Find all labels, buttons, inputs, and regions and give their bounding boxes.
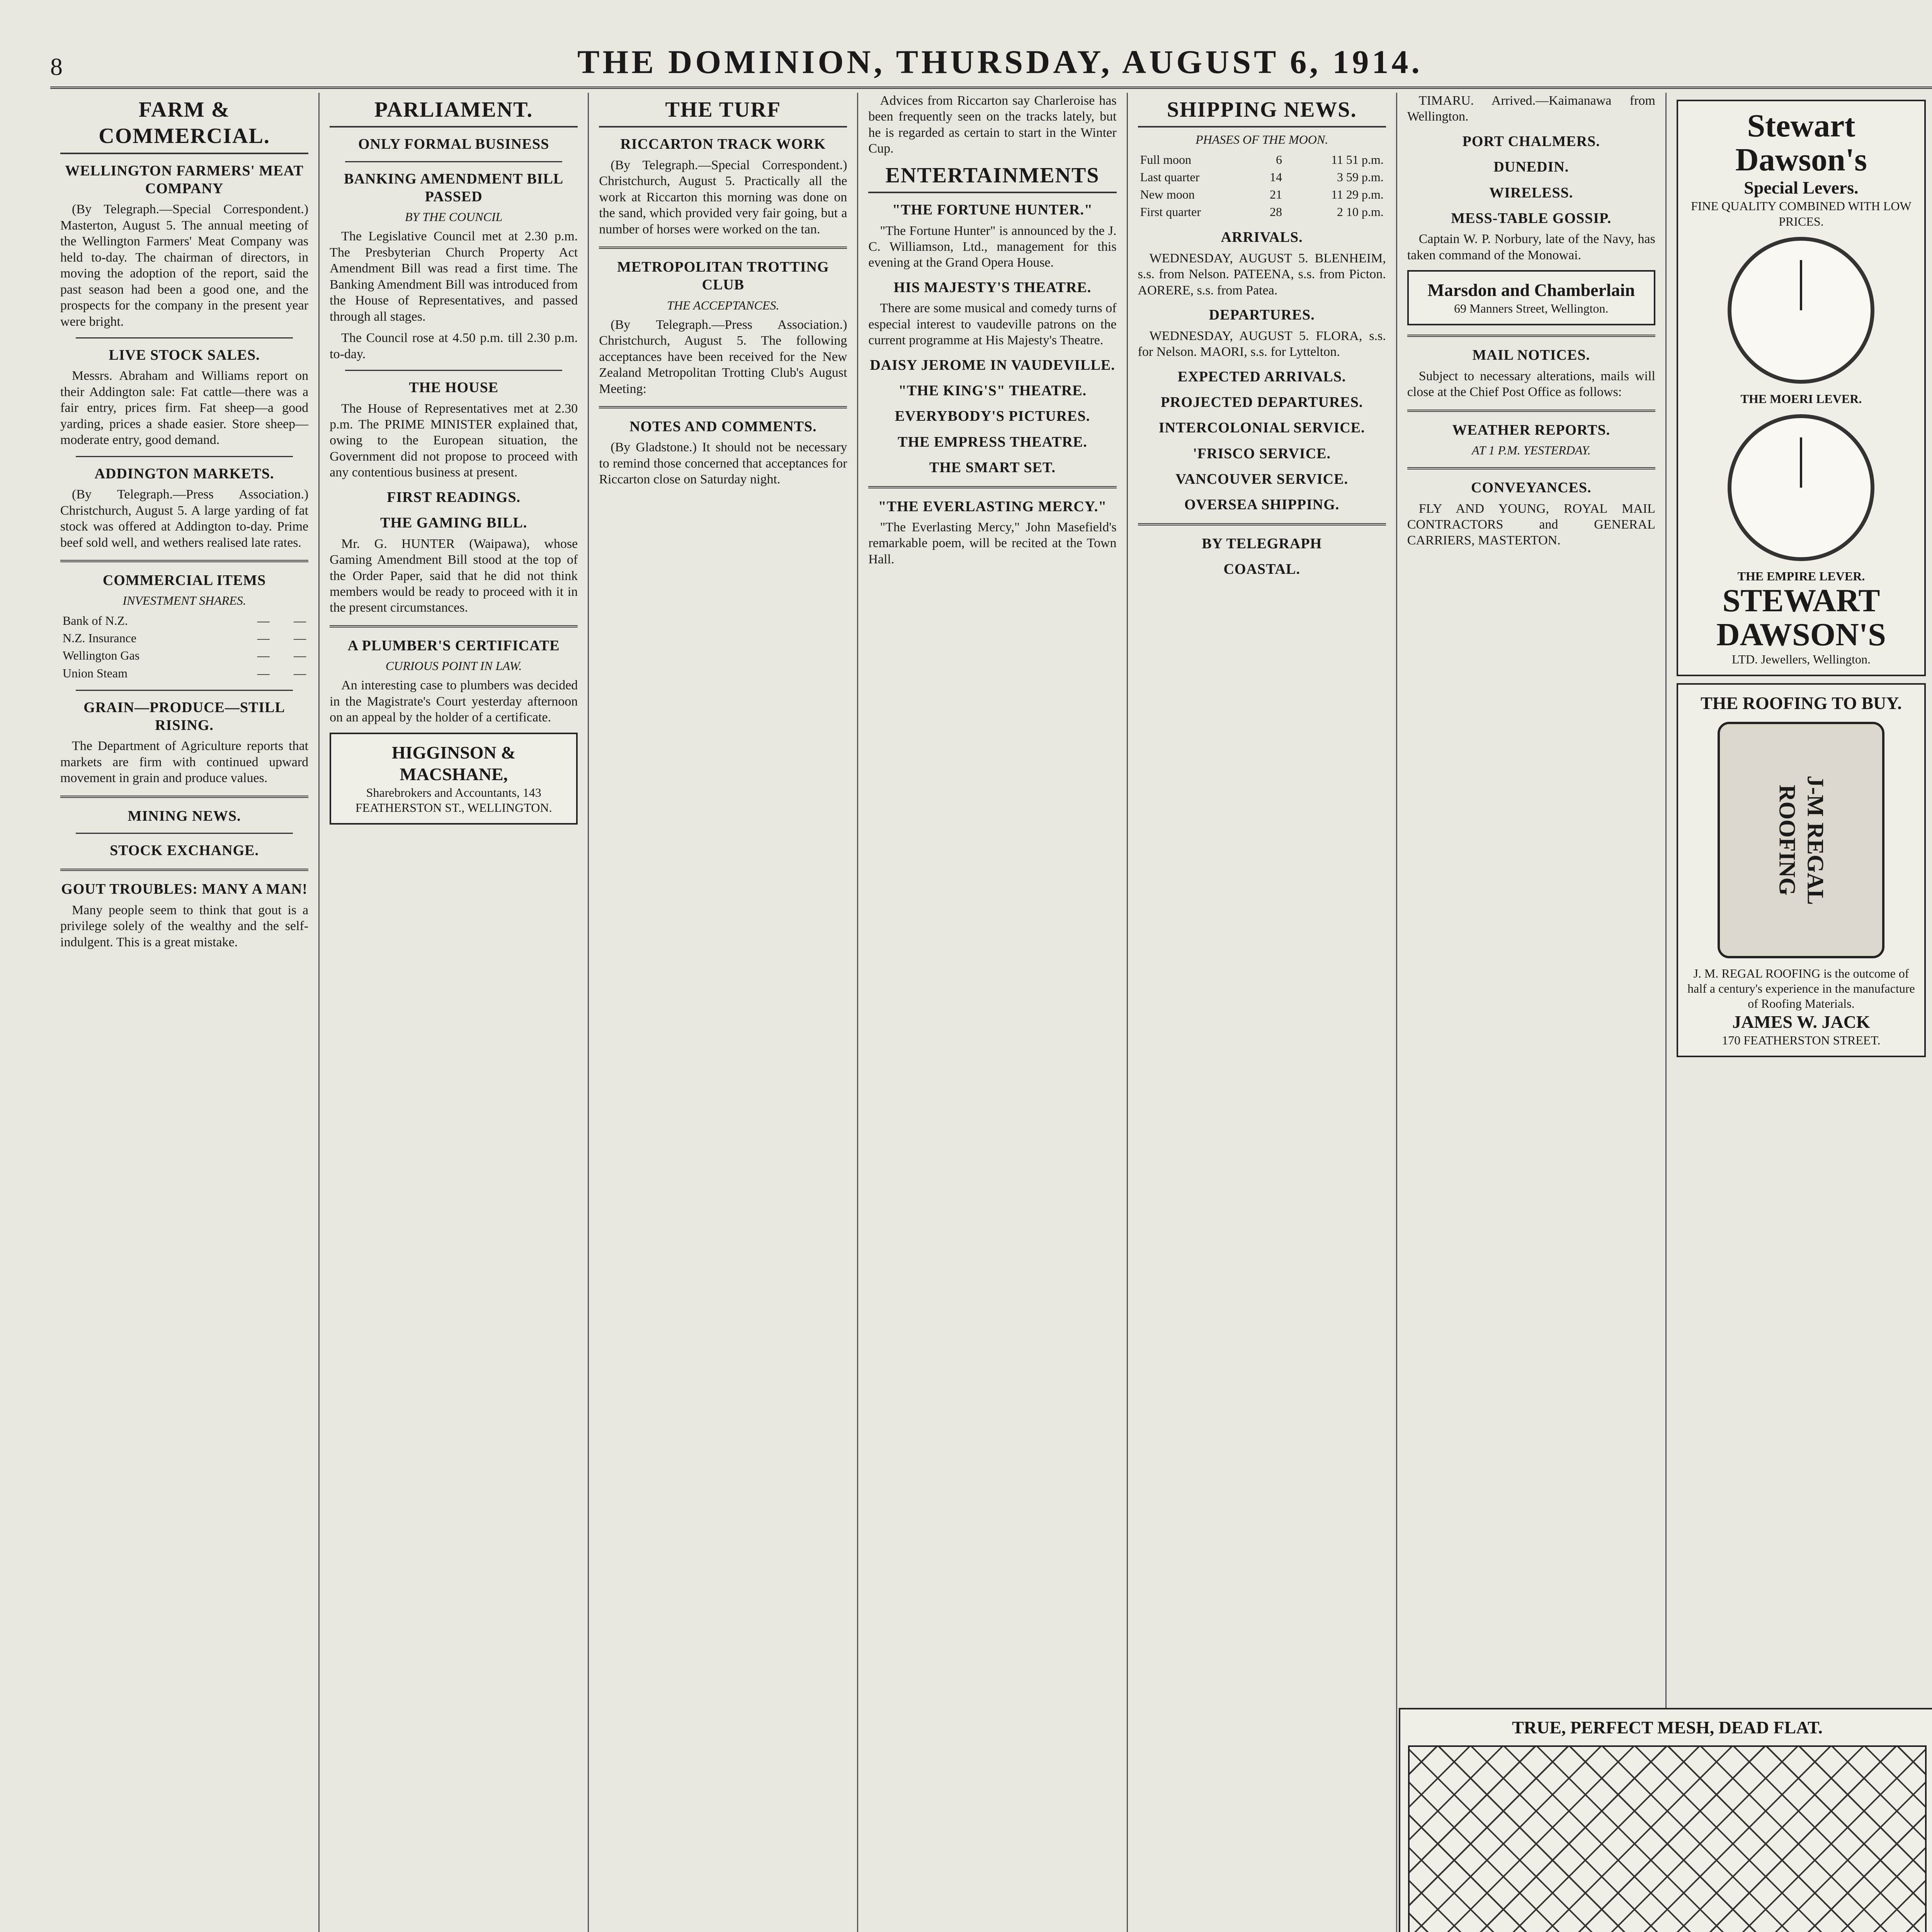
article-body: (By Gladstone.) It should not be necessary to remind those concerned that acceptances for Riccarton close on Saturday night. — [599, 440, 847, 487]
moon-phases-table — [1138, 151, 1386, 221]
article-heading: DUNEDIN. — [1493, 159, 1569, 175]
article-subheading: THE ACCEPTANCES. — [667, 298, 779, 312]
article-heading: WIRELESS. — [1489, 184, 1573, 201]
article-heading: "THE FORTUNE HUNTER." — [892, 202, 1093, 218]
article-heading: ARRIVALS. — [1221, 229, 1303, 246]
article-heading: INTERCOLONIAL SERVICE. — [1158, 420, 1365, 436]
article-body: The House of Representatives met at 2.30 p.m. The PRIME MINISTER explained that, owing to the European situation, the Government did not propose to proceed with any contentious business at present. — [330, 401, 578, 480]
article-heading: NOTES AND COMMENTS. — [629, 418, 817, 435]
article-body: (By Telegraph.—Press Association.) Christchurch, August 5. The following acceptances have been received for the New Zealand Metropolitan Trotting Club's August Meeting: — [599, 317, 847, 396]
ad-agent: JAMES W. JACK — [1732, 1012, 1870, 1032]
article-body: (By Telegraph.—Special Correspondent.) Masterton, August 5. The annual meeting of the Wellington Farmers' Meat Company was held to-day. The chairman of directors, in moving the adoption of the report, said the past season had been a good one, and the prospects for the company in the present year were bright. — [60, 202, 309, 329]
column-farm-commercial — [50, 93, 320, 1932]
table-row: Last quarter 14 3 59 p.m. — [1140, 170, 1384, 184]
pocket-watch-icon — [1728, 237, 1874, 384]
article-body: The Council rose at 4.50 p.m. till 2.30 p.m. to-day. — [330, 331, 578, 361]
advertisement — [330, 733, 578, 825]
page-number: 8 — [50, 53, 64, 80]
ad-footer: STEWART DAWSON'S — [1716, 582, 1886, 653]
column-turf — [589, 93, 858, 1932]
table-row: First quarter 28 2 10 p.m. — [1140, 205, 1384, 219]
article-heading: A PLUMBER'S CERTIFICATE — [347, 637, 560, 654]
article-heading: DEPARTURES. — [1209, 307, 1315, 323]
article-heading: COASTAL. — [1223, 561, 1300, 578]
article-body: An interesting case to plumbers was decided in the Magistrate's Court yesterday afternoon on an appeal by the holder of a certificate. — [330, 678, 578, 725]
ad-subtitle: Special Levers. — [1744, 178, 1859, 198]
article-heading: 'FRISCO SERVICE. — [1193, 445, 1331, 462]
article-body: Many people seem to think that gout is a privilege solely of the wealthy and the self-indulgent. This is a great mistake. — [60, 903, 309, 949]
pocket-watch-icon — [1728, 414, 1874, 561]
roofing-can-icon: J-M REGAL ROOFING — [1718, 722, 1884, 958]
article-body: TIMARU. Arrived.—Kaimanawa from Wellington. — [1407, 94, 1655, 124]
article-body: WEDNESDAY, AUGUST 5. FLORA, s.s. for Nelson. MAORI, s.s. for Lyttelton. — [1138, 328, 1386, 359]
article-body: Mr. G. HUNTER (Waipawa), whose Gaming Amendment Bill stood at the top of the Order Paper, said that he did not think members would be ready to proceed with it in the present circumstances. — [330, 536, 578, 615]
article-body: "The Fortune Hunter" is announced by the J. C. Williamson, Ltd., management for this evening at the Grand Opera House. — [868, 223, 1117, 270]
ad-subtitle: Sharebrokers and Accountants, 143 FEATHERSTON ST., WELLINGTON. — [355, 785, 552, 815]
section-title: PARLIAMENT. — [330, 97, 578, 128]
ad-footer-sub: LTD. Jewellers, Wellington. — [1731, 652, 1871, 666]
article-heading: MINING NEWS. — [128, 808, 241, 824]
column-entertainments — [858, 93, 1128, 1932]
article-heading: "THE EVERLASTING MERCY." — [878, 498, 1107, 515]
article-heading: WELLINGTON FARMERS' MEAT COMPANY — [65, 162, 304, 197]
article-body: Subject to necessary alterations, mails will close at the Chief Post Office as follows: — [1407, 369, 1655, 400]
article-heading: OVERSEA SHIPPING. — [1184, 497, 1340, 513]
article-heading: WEATHER REPORTS. — [1452, 422, 1611, 438]
article-subheading: AT 1 P.M. YESTERDAY. — [1471, 443, 1591, 457]
table-row: Union Steam — — — [63, 666, 306, 680]
article-heading: HIS MAJESTY'S THEATRE. — [893, 279, 1092, 296]
table-row: N.Z. Insurance — — — [63, 631, 306, 645]
column-parliament — [320, 93, 589, 1932]
article-heading: LIVE STOCK SALES. — [109, 347, 260, 364]
article-heading: FIRST READINGS. — [387, 489, 521, 505]
article-body: "The Everlasting Mercy," John Masefield's remarkable poem, will be recited at the Town Hall. — [868, 520, 1117, 566]
table-caption: INVESTMENT SHARES. — [122, 594, 246, 608]
ad-title: TRUE, PERFECT MESH, DEAD FLAT. — [1512, 1718, 1823, 1737]
table-row: Bank of N.Z. — — — [63, 614, 306, 628]
roofing-advertisement — [1677, 683, 1926, 1057]
ad-subtitle: 69 Manners Street, Wellington. — [1454, 301, 1609, 316]
article-heading: "THE KING'S" THEATRE. — [898, 383, 1087, 399]
article-heading: DAISY JEROME IN VAUDEVILLE. — [870, 357, 1115, 373]
masthead — [50, 35, 1932, 89]
section-title: THE TURF — [599, 97, 847, 128]
article-heading: VANCOUVER SERVICE. — [1175, 471, 1348, 487]
article-heading: GRAIN—PRODUCE—STILL RISING. — [83, 699, 285, 733]
dentist-advertisement — [1407, 270, 1655, 325]
article-heading: MAIL NOTICES. — [1472, 347, 1590, 364]
watch-advertisement — [1677, 100, 1926, 676]
article-heading: ONLY FORMAL BUSINESS — [358, 136, 549, 153]
column-ports-mail — [1397, 93, 1667, 1932]
article-heading: PORT CHALMERS. — [1462, 133, 1600, 150]
article-heading: THE EMPRESS THEATRE. — [898, 434, 1087, 450]
article-subheading: CURIOUS POINT IN LAW. — [385, 659, 522, 673]
article-heading: MESS-TABLE GOSSIP. — [1451, 210, 1612, 227]
article-heading: THE HOUSE — [409, 379, 499, 396]
article-body: Messrs. Abraham and Williams report on their Addington sale: Fat cattle—there was a fair entry, prices firm. Fat sheep—a good yarding, prices a shade easier. Store sheep—moderate entry, good demand. — [60, 369, 309, 447]
article-heading: METROPOLITAN TROTTING CLUB — [617, 259, 829, 293]
article-body: Captain W. P. Norbury, late of the Navy, has taken command of the Monowai. — [1407, 232, 1655, 262]
article-body: The Legislative Council met at 2.30 p.m. The Presbyterian Church Property Act Amendment Bill was read a first time. The Banking Amendment Bill was introduced from the House of Representatives, and passed through all stages. — [330, 229, 578, 324]
ad-title: HIGGINSON & MACSHANE, — [391, 742, 516, 784]
article-body: (By Telegraph.—Press Association.) Christchurch, August 5. A large yarding of fat stock was offered at Addington to-day. Prime beef sold well, and wethers realised late rates. — [60, 487, 309, 550]
article-body: Advices from Riccarton say Charleroise has been frequently seen on the tracks lately, but he is regarded as certain to start in the Winter Cup. — [868, 94, 1117, 156]
article-body: FLY AND YOUNG, ROYAL MAIL CONTRACTORS and GENERAL CARRIERS, MASTERTON. — [1407, 501, 1655, 548]
section-title: ENTERTAINMENTS — [868, 162, 1116, 193]
article-heading: EXPECTED ARRIVALS. — [1177, 368, 1346, 385]
article-heading: PROJECTED DEPARTURES. — [1160, 394, 1363, 410]
ad-body: J. M. REGAL ROOFING is the outcome of half a century's experience in the manufacture of Roofing Materials. — [1687, 966, 1915, 1011]
shares-table — [60, 612, 308, 682]
article-heading: ADDINGTON MARKETS. — [94, 465, 274, 482]
ad-title: Stewart Dawson's — [1735, 108, 1867, 178]
column-advertisements — [1667, 93, 1932, 1932]
ad-item: THE MOERI LEVER. — [1740, 391, 1862, 406]
ad-item: THE EMPIRE LEVER. — [1737, 569, 1865, 583]
article-heading: THE SMART SET. — [929, 459, 1056, 476]
section-title: SHIPPING NEWS. — [1138, 97, 1386, 128]
article-heading: THE GAMING BILL. — [380, 515, 527, 531]
article-body: (By Telegraph.—Special Correspondent.) Christchurch, August 5. Practically all the work at Riccarton this morning was done on the sand, which provided very fair going, but a number of horses were worked on the tan. — [599, 158, 847, 236]
article-heading: GOUT TROUBLES: MANY A MAN! — [61, 881, 308, 898]
article-subheading: BY THE COUNCIL — [405, 210, 503, 224]
article-heading: STOCK EXCHANGE. — [110, 842, 259, 859]
article-body: WEDNESDAY, AUGUST 5. BLENHEIM, s.s. from Nelson. PATEENA, s.s. from Picton. AORERE, s.s. from Patea. — [1138, 251, 1386, 298]
article-heading: COMMERCIAL ITEMS — [102, 572, 266, 589]
ad-tagline: FINE QUALITY COMBINED WITH LOW PRICES. — [1691, 199, 1912, 228]
section-title: FARM & COMMERCIAL. — [60, 97, 308, 154]
article-heading: EVERYBODY'S PICTURES. — [895, 408, 1090, 425]
ad-address: 170 FEATHERSTON STREET. — [1722, 1033, 1881, 1048]
table-row: Full moon 6 11 51 p.m. — [1140, 153, 1384, 167]
article-body: There are some musical and comedy turns of especial interest to vaudeville patrons on the current programme at His Majesty's Theatre. — [868, 301, 1117, 348]
newspaper-page — [50, 93, 1932, 1932]
wire-netting-icon — [1408, 1745, 1927, 1932]
article-heading: RICCARTON TRACK WORK — [620, 136, 826, 153]
article-heading: BANKING AMENDMENT BILL PASSED — [344, 170, 564, 205]
netting-advertisement — [1399, 1708, 1932, 1932]
article-subheading: PHASES OF THE MOON. — [1196, 133, 1328, 147]
article-body: The Department of Agriculture reports that markets are firm with continued upward movement in grain and produce values. — [60, 739, 309, 786]
ad-title: THE ROOFING TO BUY. — [1701, 693, 1902, 713]
column-shipping — [1128, 93, 1397, 1932]
table-row: Wellington Gas — — — [63, 648, 306, 663]
ad-title: Marsdon and Chamberlain — [1427, 280, 1635, 300]
article-heading: BY TELEGRAPH — [1202, 535, 1322, 552]
table-row: New moon 21 11 29 p.m. — [1140, 187, 1384, 202]
article-heading: CONVEYANCES. — [1471, 480, 1592, 496]
newspaper-title: THE DOMINION, THURSDAY, AUGUST 6, 1914. — [577, 43, 1423, 80]
